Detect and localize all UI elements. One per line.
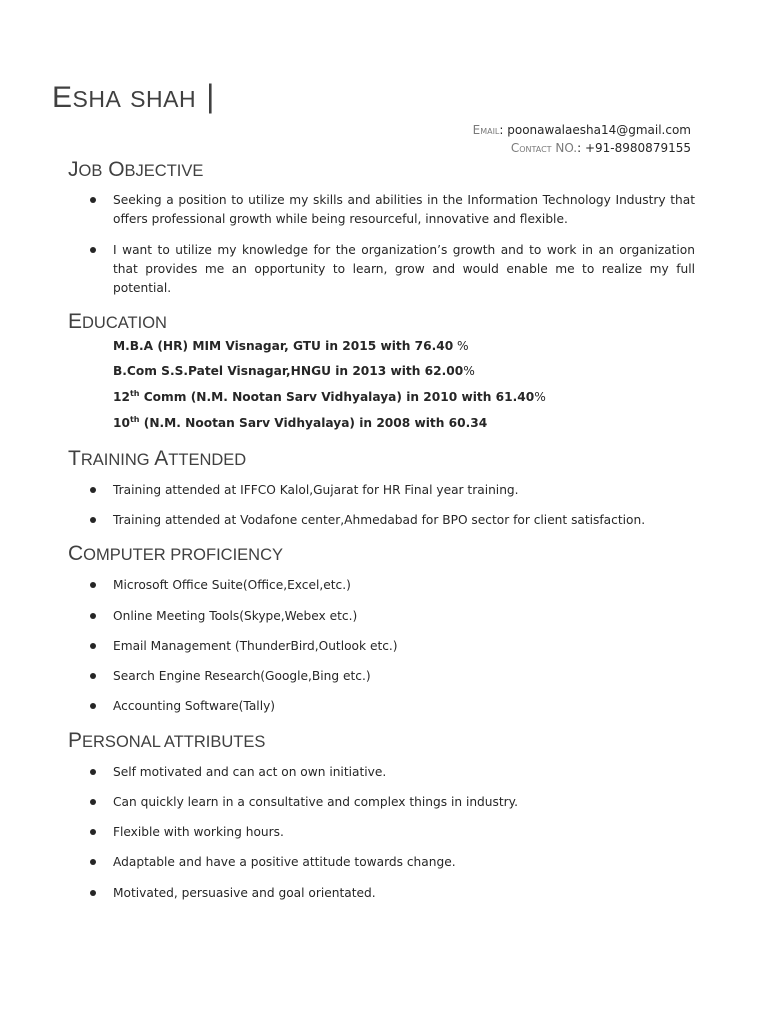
contact-label: Contact NO. <box>510 141 578 155</box>
training-item: Training attended at IFFCO Kalol,Gujarat for HR Final year training. <box>113 483 519 497</box>
bullet-icon <box>90 890 96 896</box>
personal-item: Adaptable and have a positive attitude towards change. <box>113 855 456 869</box>
personal-item: Flexible with working hours. <box>113 825 284 839</box>
email-value: poonawalaesha14@gmail.com <box>507 123 691 137</box>
computer-item: Accounting Software(Tally) <box>113 699 276 713</box>
personal-item: Self motivated and can act on own initiative. <box>113 765 387 779</box>
bullet-icon <box>90 517 96 523</box>
objective-item: Seeking a position to utilize my skills and abilities in the Information Technology Industry that offers professional growth while being resourceful, innovative and flexible. <box>113 193 695 226</box>
bullet-icon <box>90 673 96 679</box>
education-item: 12th Comm (N.M. Nootan Sarv Vidhyalaya) in 2010 with 61.40% <box>113 389 546 405</box>
education-item: B.Com S.S.Patel Visnagar,HNGU in 2013 with 62.00% <box>113 364 475 378</box>
bullet-icon <box>90 829 96 835</box>
computer-item: Online Meeting Tools(Skype,Webex etc.) <box>113 609 358 623</box>
computer-item: Search Engine Research(Google,Bing etc.) <box>113 669 371 683</box>
bullet-icon <box>90 643 96 649</box>
section-title-job-objective: JOB OBJECTIVE <box>68 158 204 181</box>
section-title-personal: PERSONAL ATTRIBUTES <box>68 729 266 752</box>
bullet-icon <box>90 859 96 865</box>
bullet-icon <box>90 197 96 203</box>
bullet-icon <box>90 247 96 253</box>
personal-item: Can quickly learn in a consultative and complex things in industry. <box>113 795 519 809</box>
bullet-icon <box>90 487 96 493</box>
bullet-icon <box>90 582 96 588</box>
section-title-computer: COMPUTER PROFICIENCY <box>68 542 284 565</box>
contact-block <box>473 121 691 157</box>
section-title-training: TRAINING ATTENDED <box>68 447 247 470</box>
bullet-icon <box>90 769 96 775</box>
training-item: Training attended at Vodafone center,Ahmedabad for BPO sector for client satisfaction. <box>113 513 646 527</box>
bullet-icon <box>90 799 96 805</box>
bullet-icon <box>90 613 96 619</box>
computer-item: Email Management (ThunderBird,Outlook etc.) <box>113 639 398 653</box>
education-item: 10th (N.M. Nootan Sarv Vidhyalaya) in 2008 with 60.34 <box>113 415 488 431</box>
email-label: Email <box>472 123 500 137</box>
candidate-name: ESHA SHAH | <box>52 78 215 114</box>
contact-value: +91-8980879155 <box>584 141 691 155</box>
education-item: M.B.A (HR) MIM Visnagar, GTU in 2015 with 76.40 % <box>113 339 469 353</box>
objective-item: I want to utilize my knowledge for the organization’s growth and to work in an organization that provides me an opportunity to learn, grow and would enable me to realize my full potential. <box>113 243 695 295</box>
bullet-icon <box>90 703 96 709</box>
contact-line: Contact NO.: +91-8980879155 <box>510 141 691 155</box>
personal-item: Motivated, persuasive and goal orientated. <box>113 886 376 900</box>
computer-item: Microsoft Office Suite(Office,Excel,etc.) <box>113 578 351 592</box>
email-line: Email: poonawalaesha14@gmail.com <box>472 123 691 137</box>
name-divider: | <box>206 78 215 114</box>
section-title-education: EDUCATION <box>68 310 167 333</box>
